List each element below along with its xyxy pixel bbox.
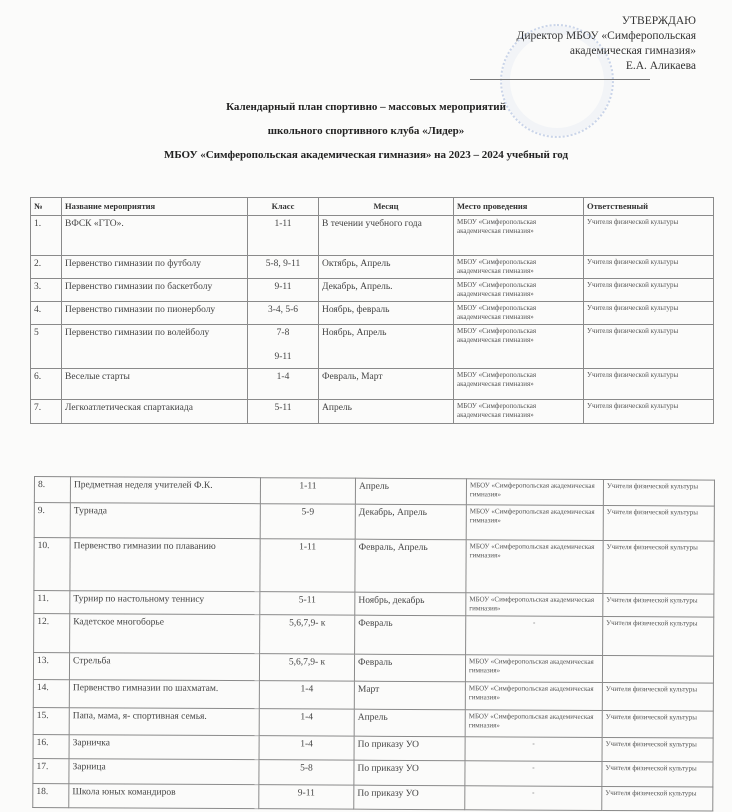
approval-line2: академическая гимназия» — [569, 45, 696, 57]
venue-cell: МБОУ «Симферопольская академическая гимназия» — [454, 279, 584, 302]
event-name-cell: Турнир по настольному теннису — [70, 591, 260, 615]
venue-cell: МБОУ «Симферопольская академическая гимназия» — [465, 655, 602, 683]
event-name-cell: Школа юных командиров — [69, 784, 259, 809]
grade-cell: 1-4 — [259, 736, 354, 760]
month-cell: Апрель — [319, 400, 454, 424]
table-row — [31, 256, 714, 279]
venue-cell: МБОУ «Симферопольская академическая гимназия» — [465, 710, 602, 738]
row-number-cell: 10. — [34, 538, 70, 591]
row-number-cell: 9. — [34, 503, 70, 538]
column-header-event-name: Название мероприятия — [62, 198, 248, 216]
doc-title-line3: МБОУ «Симферопольская академическая гимназия» на 2023 – 2024 учебный год — [163, 149, 569, 161]
column-header-responsible: Ответственный — [584, 198, 714, 216]
column-header-row-number: № — [31, 198, 62, 216]
grade-cell: 5-8 — [259, 760, 354, 785]
month-cell: По приказу УО — [354, 785, 465, 810]
event-name-cell: Зарница — [69, 759, 259, 785]
responsible-cell: Учителя физической культуры — [602, 737, 713, 762]
table-row — [33, 783, 713, 811]
row-number-cell: 2. — [31, 256, 62, 279]
event-name-cell: Зарничка — [69, 735, 259, 760]
table-row — [34, 538, 714, 595]
event-name-cell: Первенство гимназии по волейболу — [62, 325, 248, 369]
responsible-cell: Учителя физической культуры — [602, 761, 713, 787]
event-name-cell: Первенство гимназии по шахматам. — [69, 680, 259, 709]
table-row — [33, 758, 713, 787]
approval-name: Е.А. Аликаева — [625, 60, 696, 72]
grade-cell: 9-11 — [259, 785, 354, 809]
grade-cell: 3-4, 5-6 — [248, 302, 319, 325]
month-cell: Декабрь, Апрель — [355, 504, 466, 540]
venue-cell: - — [466, 616, 603, 656]
grade-cell: 5-9 — [260, 504, 355, 539]
grade-cell: 1-4 — [259, 709, 354, 736]
grade-cell: 5,6,7,9- к — [260, 615, 355, 654]
table-row — [33, 653, 713, 684]
row-number-cell: 4. — [31, 302, 62, 325]
responsible-cell: Учителя физической культуры — [603, 479, 714, 506]
grade-cell: 5,6,7,9- к — [259, 654, 354, 681]
responsible-cell: Учителя физической культуры — [584, 369, 714, 400]
month-cell: В течении учебного года — [319, 216, 454, 256]
venue-cell: МБОУ «Симферопольская академическая гимназия» — [454, 325, 584, 369]
table-row — [34, 614, 714, 657]
event-name-cell: Папа, мама, я- спортивная семья. — [69, 708, 259, 736]
column-header-grade: Класс — [248, 198, 319, 216]
table-row — [31, 216, 714, 256]
row-number-cell: 6. — [31, 369, 62, 400]
month-cell: Февраль — [354, 654, 465, 682]
responsible-cell: Учителя физической культуры — [584, 279, 714, 302]
month-cell: Апрель — [354, 709, 465, 737]
grade-cell: 1-4 — [259, 681, 354, 709]
table-row — [31, 302, 714, 325]
row-number-cell: 14. — [33, 679, 69, 707]
event-name-cell: Первенство гимназии по баскетболу — [62, 279, 248, 302]
event-name-cell: Стрельба — [69, 653, 259, 681]
month-cell: По приказу УО — [354, 760, 465, 786]
row-number-cell: 7. — [31, 400, 62, 424]
grade-cell: 7-8 9-11 — [248, 325, 319, 369]
column-header-venue: Место проведения — [454, 198, 584, 216]
month-cell: Декабрь, Апрель. — [319, 279, 454, 302]
table-row — [33, 679, 713, 711]
venue-cell: МБОУ «Симферопольская академическая гимназия» — [466, 593, 603, 617]
row-number-cell: 15. — [33, 707, 69, 734]
venue-cell: - — [465, 737, 602, 762]
responsible-cell: Учителя физической культуры — [602, 682, 713, 711]
row-number-cell: 17. — [33, 758, 69, 783]
venue-cell: МБОУ «Симферопольская академическая гимназия» — [466, 540, 603, 594]
grade-cell: 1-11 — [248, 216, 319, 256]
grade-cell: 5-11 — [260, 592, 355, 615]
responsible-cell: Учителя физической культуры — [584, 216, 714, 256]
approval-line1: Директор МБОУ «Симферопольская — [516, 30, 696, 42]
month-cell: Февраль, Март — [319, 369, 454, 400]
grade-cell: 5-8, 9-11 — [248, 256, 319, 279]
responsible-cell: Учителя физической культуры — [603, 616, 714, 656]
table-row — [31, 369, 714, 400]
venue-cell: МБОУ «Симферопольская академическая гимназия» — [454, 400, 584, 424]
venue-cell: - — [465, 786, 602, 811]
table-row — [31, 400, 714, 424]
responsible-cell: Учителя физической культуры — [603, 505, 714, 541]
venue-cell: МБОУ «Симферопольская академическая гимназия» — [454, 256, 584, 279]
event-name-cell: Легкоатлетическая спартакиада — [62, 400, 248, 424]
month-cell: Ноябрь, Апрель — [319, 325, 454, 369]
month-cell: Октябрь, Апрель — [319, 256, 454, 279]
grade-cell: 5-11 — [248, 400, 319, 424]
row-number-cell: 16. — [33, 734, 69, 758]
table-row — [33, 734, 713, 762]
responsible-cell: Учителя физической культуры — [584, 325, 714, 369]
event-name-cell: Турнада — [70, 503, 260, 539]
month-cell: Февраль, Апрель — [355, 539, 466, 593]
responsible-cell: Учителя физической культуры — [602, 786, 713, 811]
responsible-cell: Учителя физической культуры — [584, 256, 714, 279]
signature-line — [470, 79, 650, 80]
venue-cell: МБОУ «Симферопольская академическая гимназия» — [454, 302, 584, 325]
event-name-cell: Первенство гимназии по пионерболу — [62, 302, 248, 325]
month-cell: По приказу УО — [354, 736, 465, 761]
column-header-month: Месяц — [319, 198, 454, 216]
responsible-cell — [602, 655, 713, 683]
row-number-cell: 12. — [34, 614, 70, 653]
table-row — [31, 279, 714, 302]
venue-cell: МБОУ «Симферопольская академическая гимназия» — [466, 479, 603, 506]
month-cell: Апрель — [355, 478, 466, 505]
approval-heading: УТВЕРЖДАЮ — [621, 15, 696, 27]
month-cell: Март — [354, 681, 465, 710]
venue-cell: МБОУ «Симферопольская академическая гимназия» — [454, 216, 584, 256]
event-name-cell: Первенство гимназии по футболу — [62, 256, 248, 279]
event-name-cell: Предметная неделя учителей Ф.К. — [70, 477, 260, 504]
venue-cell: - — [465, 761, 602, 787]
events-table-page2 — [32, 476, 715, 812]
row-number-cell: 18. — [33, 783, 69, 807]
event-name-cell: Первенство гимназии по плаванию — [70, 538, 260, 592]
month-cell: Ноябрь, февраль — [319, 302, 454, 325]
row-number-cell: 13. — [33, 653, 69, 680]
venue-cell: МБОУ «Симферопольская академическая гимназия» — [454, 369, 584, 400]
venue-cell: МБОУ «Симферопольская академическая гимназия» — [466, 505, 603, 541]
approval-block — [516, 14, 696, 74]
responsible-cell: Учителя физической культуры — [602, 710, 713, 738]
row-number-cell: 11. — [34, 591, 70, 614]
row-number-cell: 8. — [34, 477, 70, 503]
responsible-cell: Учителя физической культуры — [603, 593, 714, 617]
month-cell: Ноябрь, декабрь — [355, 592, 466, 616]
table-row — [34, 503, 714, 542]
venue-cell: МБОУ «Симферопольская академическая гимназия» — [465, 682, 602, 711]
event-name-cell: ВФСК «ГТО». — [62, 216, 248, 256]
table-row — [34, 477, 714, 507]
event-name-cell: Кадетское многоборье — [70, 614, 260, 654]
responsible-cell: Учителя физической культуры — [584, 400, 714, 424]
event-name-cell: Веселые старты — [62, 369, 248, 400]
table-row — [33, 707, 713, 738]
doc-title-line2: школьного спортивного клуба «Лидер» — [267, 125, 465, 137]
row-number-cell: 3. — [31, 279, 62, 302]
month-cell: Февраль — [355, 615, 466, 655]
doc-title-line1: Календарный план спортивно – массовых мероприятий — [226, 101, 506, 113]
grade-cell: 9-11 — [248, 279, 319, 302]
responsible-cell: Учителя физической культуры — [603, 540, 714, 594]
row-number-cell: 1. — [31, 216, 62, 256]
grade-cell: 1-4 — [248, 369, 319, 400]
grade-cell: 1-11 — [260, 539, 355, 592]
grade-cell: 1-11 — [260, 478, 355, 504]
table-row — [31, 325, 714, 369]
responsible-cell: Учителя физической культуры — [584, 302, 714, 325]
row-number-cell: 5 — [31, 325, 62, 369]
events-table-page1 — [30, 197, 714, 424]
